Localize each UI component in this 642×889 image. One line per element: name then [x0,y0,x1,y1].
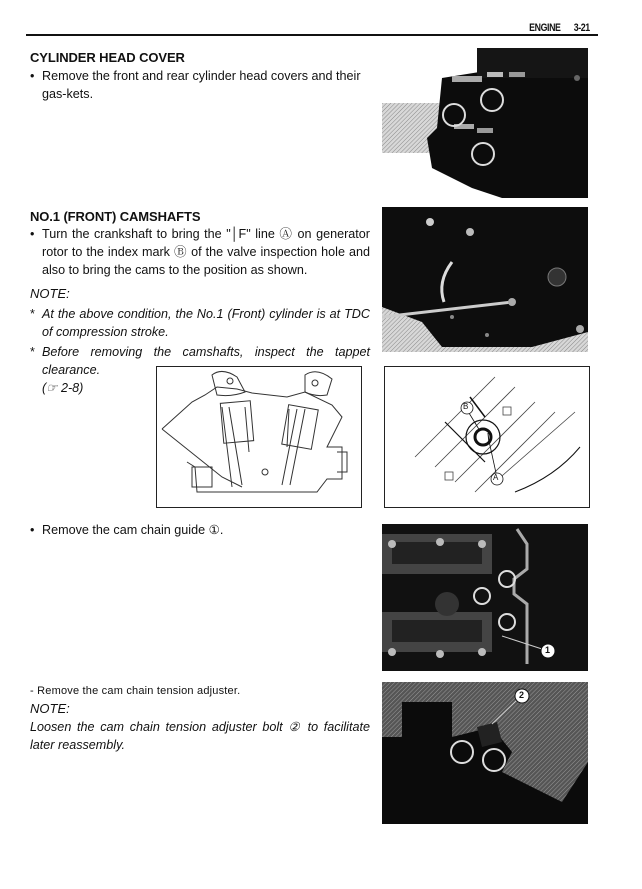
label-2: 2 [519,690,525,700]
page-header [529,22,590,34]
cylinder-head-cover-step [30,67,370,103]
label-a: A [493,473,499,482]
photo-turn-crankshaft [382,207,588,352]
section-title-camshafts: NO.1 (FRONT) CAMSHAFTS [30,209,201,224]
figure-timing-mark-drawing [384,366,590,508]
page-number: 3-21 [573,22,590,34]
photo-cylinder-head-cover [382,48,588,198]
label-1: 1 [545,645,551,655]
cam-chain-guide-step [30,521,370,539]
note-tdc: * At the above condition, the No.1 (Front) cylinder is at TDC of compression stroke. [30,305,370,341]
bullet-remove-covers: • Remove the front and rear cylinder head covers and their gas-kets. [30,67,370,103]
camshafts-step [30,225,370,279]
note-heading: NOTE: [30,286,70,301]
tension-adjuster-note [30,700,370,754]
tension-adjuster-step: - Remove the cam chain tension adjuster. [30,685,241,697]
figure-cam-position-drawing [156,366,362,508]
reference-link[interactable]: (☞ 2-8) [42,381,84,395]
note-loosen-bolt: Loosen the cam chain tension adjuster bolt ② to facilitate later reassembly. [30,720,370,752]
header-section: ENGINE [529,22,561,34]
label-b: B [463,402,469,411]
header-rule [26,34,598,36]
photo-cam-chain-guide [382,524,588,671]
section-title-cylinder-head-cover: CYLINDER HEAD COVER [30,50,185,65]
bullet-turn-crankshaft: • Turn the crankshaft to bring the "│F" line Ⓐ on generator rotor to the index mark Ⓑ of the valve inspection hole and also to bring the cams to the position as shown. [30,225,370,279]
bullet-remove-cam-chain-guide: • Remove the cam chain guide ①. [30,521,370,539]
note-tappet-clearance: * Before removing the camshafts, inspect the tappet clearance. [30,343,370,379]
photo-tension-adjuster [382,682,588,824]
note-heading: NOTE: [30,701,70,716]
